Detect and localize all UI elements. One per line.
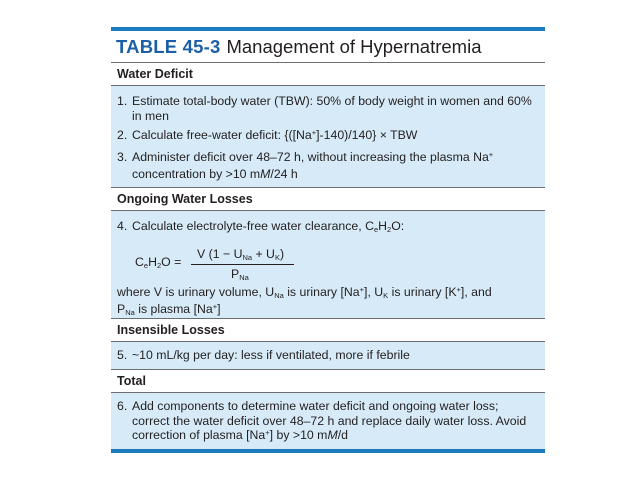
item-number: 6. <box>117 399 128 413</box>
text-run-italic: M <box>327 428 338 442</box>
superscript: + <box>311 128 317 137</box>
text-run: ] by >10 m <box>269 428 328 442</box>
text-run: + U <box>252 247 275 261</box>
text-run: is urinary [K <box>388 285 457 299</box>
section-body-ongoing-water-losses <box>111 210 545 318</box>
text-run: /d <box>337 428 348 442</box>
item-number: 1. <box>117 94 128 108</box>
subscript: K <box>274 253 280 262</box>
section-heading: Insensible Losses <box>117 323 225 337</box>
section-header-ongoing-water-losses <box>111 187 545 210</box>
item-text <box>132 128 537 145</box>
top-rule <box>111 27 545 31</box>
superscript: + <box>456 285 461 294</box>
subscript: Na <box>274 291 284 300</box>
formula-numerator <box>197 247 284 263</box>
item-text <box>117 285 537 318</box>
subscript: e <box>373 225 379 234</box>
subscript: Na <box>239 273 249 282</box>
formula-denominator <box>231 267 249 283</box>
text-run: O: <box>391 219 405 233</box>
text-run: P <box>117 301 126 316</box>
formula-free-water-clearance <box>135 247 285 282</box>
table-number: TABLE 45-3 <box>116 36 221 57</box>
section-header-water-deficit <box>111 62 545 85</box>
section-heading: Total <box>117 374 146 388</box>
section-body-water-deficit <box>111 85 545 187</box>
item-text: Estimate total-body water (TBW): 50% of body weight in women and 60% in men <box>132 94 532 123</box>
superscript: + <box>212 301 218 311</box>
section-header-insensible-losses <box>111 318 545 341</box>
text-run: ) <box>279 247 285 261</box>
text-run: C <box>135 255 144 269</box>
table-45-3 <box>111 27 545 453</box>
fraction-bar <box>191 264 294 265</box>
subscript: K <box>383 291 389 300</box>
superscript: + <box>359 285 365 294</box>
text-run: Calculate free-water deficit: {([Na <box>132 128 312 142</box>
formula-lhs <box>135 255 181 269</box>
text-run: ] <box>217 301 221 316</box>
superscript: + <box>265 428 270 437</box>
text-run: where V is urinary volume, U <box>117 285 275 299</box>
item-number: 3. <box>117 150 128 164</box>
item-text <box>132 399 537 445</box>
subscript: 2 <box>387 225 392 234</box>
section-heading: Water Deficit <box>117 67 193 81</box>
text-run: ], U <box>364 285 384 299</box>
item-number: 4. <box>117 219 128 233</box>
section-heading: Ongoing Water Losses <box>117 192 253 206</box>
section-body-total <box>111 392 545 449</box>
section-header-total <box>111 369 545 392</box>
subscript: e <box>143 261 149 270</box>
text-run: is plasma [Na <box>134 301 213 316</box>
text-run: /24 h <box>270 166 298 181</box>
text-run: Add components to determine water deficit and ongoing water loss; correct the water deficit over 48–72 h and replace daily water loss. Avoid correction of plasma [Na <box>132 399 527 442</box>
table-title <box>116 36 482 58</box>
superscript: + <box>488 150 494 159</box>
text-run: O = <box>161 255 182 269</box>
subscript: Na <box>125 307 135 317</box>
subscript: Na <box>242 253 253 262</box>
text-run: H <box>148 255 157 269</box>
bottom-rule <box>111 449 545 453</box>
text-run: H <box>378 219 388 233</box>
text-run: concentration by >10 m <box>132 166 261 181</box>
section-body-insensible-losses <box>111 341 545 369</box>
text-run: Calculate electrolyte-free water clearance, C <box>132 219 374 233</box>
subscript: 2 <box>156 261 162 270</box>
item-text <box>132 219 537 236</box>
item-text: ~10 mL/kg per day: less if ventilated, more if febrile <box>132 348 410 362</box>
table-title-text: Management of Hypernatremia <box>226 36 482 57</box>
text-run: V (1 − U <box>197 247 243 261</box>
text-run: ]-140)/140} × TBW <box>316 128 418 142</box>
text-run: Administer deficit over 48–72 h, without increasing the plasma Na <box>132 150 489 164</box>
item-number: 5. <box>117 348 128 362</box>
item-number: 2. <box>117 128 128 142</box>
text-run: ], and <box>460 285 492 299</box>
text-run: P <box>231 267 240 281</box>
item-text <box>132 150 537 181</box>
text-run-italic: M <box>260 166 271 181</box>
text-run: is urinary [Na <box>283 285 360 299</box>
